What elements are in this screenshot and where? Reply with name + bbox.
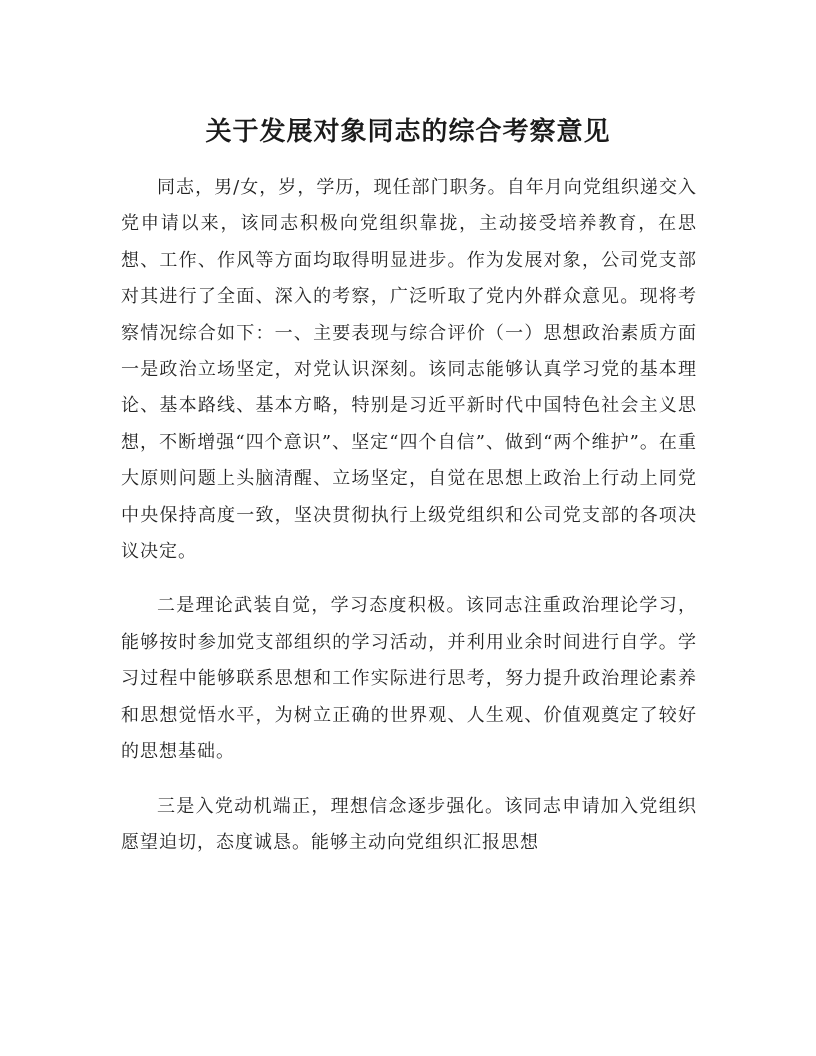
document-body (121, 170, 697, 879)
document-title: 关于发展对象同志的综合考察意见 (205, 117, 611, 147)
paragraph-1: 同志，男/女，岁，学历，现任部门职务。自年月向党组织递交入党申请以来，该同志积极向党组织靠拢，主动接受培养教育，在思想、工作、作风等方面均取得明显进步。作为发展对象，公司党支部对其进行了全面、深入的考察，广泛听取了党内外群众意见。现将考察情况综合如下：一、主要表现与综合评价（一）思想政治素质方面一是政治立场坚定，对党认识深刻。该同志能够认真学习党的基本理论、基本路线、基本方略，特别是习近平新时代中国特色社会主义思想，不断增强“四个意识”、坚定“四个自信”、做到“两个维护”。在重大原则问题上头脑清醒、立场坚定，自觉在思想上政治上行动上同党中央保持高度一致，坚决贯彻执行上级党组织和公司党支部的各项决议决定。 (121, 177, 697, 563)
paragraph-3: 三是入党动机端正，理想信念逐步强化。该同志申请加入党组织愿望迫切，态度诚恳。能够主动向党组织汇报思想 (121, 795, 697, 853)
paragraph-2: 二是理论武装自觉，学习态度积极。该同志注重政治理论学习，能够按时参加党支部组织的学习活动，并利用业余时间进行自学。学习过程中能够联系思想和工作实际进行思考，努力提升政治理论素养和思想觉悟水平，为树立正确的世界观、人生观、价值观奠定了较好的思想基础。 (121, 595, 697, 763)
